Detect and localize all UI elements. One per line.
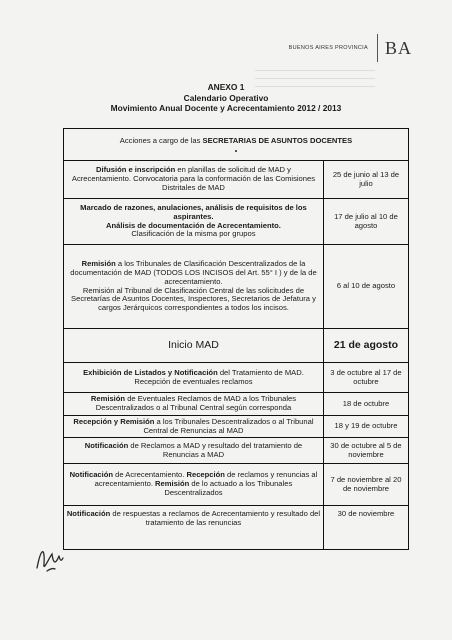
activity-bold: Recepción y Remisión <box>73 416 155 426</box>
bullet-dot <box>235 150 237 152</box>
brand-divider <box>377 34 378 62</box>
date-cell: 6 al 10 de agosto <box>323 245 408 329</box>
activity-bold: Remisión <box>81 259 116 269</box>
brand-text: BUENOS AIRES PROVINCIA <box>288 45 368 51</box>
activity-text: a los Tribunales Descentralizados o al Tribunal Central de Renuncias al MAD <box>143 416 314 435</box>
activity-text: de Reclamos a MAD y resultado del tratamiento de Renuncias a MAD <box>128 440 303 459</box>
activity-bold: Notificación <box>69 470 114 480</box>
activity-text-3: de lo actuado a los Tribunales Descentralizados <box>164 479 293 497</box>
activity-cell <box>64 393 324 416</box>
activity-bold: Notificación <box>84 440 129 450</box>
activity-cell <box>64 363 324 393</box>
date-cell: 25 de junio al 13 de julio <box>323 161 408 199</box>
table-row <box>64 161 409 199</box>
activity-cell <box>64 416 324 438</box>
activity-text: de Acrecentamiento. <box>113 470 187 480</box>
activity-cell <box>64 464 324 506</box>
activity-text: de respuestas a reclamos de Acrecentamiento y resultado del tratamiento de las renuncias <box>110 509 321 527</box>
handwritten-signature <box>33 538 73 578</box>
activity-bold: Exhibición de Listados y Notificación <box>83 367 218 377</box>
brand-logo: BA <box>384 37 412 58</box>
activity-text: del Tratamiento de MAD. Recepción de eventuales reclamos <box>134 367 304 386</box>
table-row <box>64 393 409 416</box>
activity-bold: Notificación <box>66 509 111 518</box>
table-header-row <box>64 129 409 161</box>
calendar-table <box>63 128 409 550</box>
table-row <box>64 363 409 393</box>
activity-bold: Remisión <box>90 394 126 404</box>
activity-cell <box>64 161 324 199</box>
date-cell: 18 de octubre <box>323 393 408 416</box>
date-cell: 30 de octubre al 5 de noviembre <box>323 438 408 464</box>
table-row <box>64 438 409 464</box>
date-cell: 18 y 19 de octubre <box>323 416 408 438</box>
inicio-label: Inicio MAD <box>64 329 324 363</box>
activity-bold-3: Remisión <box>155 479 190 489</box>
header-plain: Acciones a cargo de las <box>119 136 203 146</box>
table-row <box>64 199 409 245</box>
activity-cell <box>64 199 324 245</box>
annex-title: ANEXO 1 <box>207 82 245 92</box>
activity-bold: Difusión e inscripción <box>95 165 176 175</box>
activity-text: en planillas de solicitud de MAD y Acrecentamiento. Convocatoria para la conformación de las Comisiones Distritales de MAD <box>71 165 316 192</box>
calendar-subtitle: Calendario Operativo <box>183 92 269 103</box>
activity-text: de Eventuales Reclamos de MAD a los Tribunales Descentralizados o al Tribunal Central según corresponda <box>95 394 297 412</box>
letterhead <box>289 34 412 62</box>
table-row <box>64 506 409 550</box>
activity-bold: Marcado de razones, anulaciones, análisis de requisitos de los aspirantes. <box>80 202 307 221</box>
date-cell: 3 de octubre al 17 de octubre <box>323 363 408 393</box>
header-bold: SECRETARIAS DE ASUNTOS DOCENTES <box>202 136 353 146</box>
activity-bold-2: Análisis de documentación de Acrecentamiento. <box>106 220 281 230</box>
activity-text-2: de reclamos y renuncias al acrecentamiento. <box>94 470 318 489</box>
date-cell: 30 de noviembre <box>323 506 408 550</box>
activity-cell <box>64 506 324 550</box>
inicio-date: 21 de agosto <box>323 329 408 363</box>
document-heading <box>0 82 452 114</box>
movement-title: Movimiento Anual Docente y Acrecentamiento 2012 / 2013 <box>110 103 342 113</box>
table-header <box>64 129 409 161</box>
activity-cell <box>64 245 324 329</box>
activity-text: a los Tribunales de Clasificación Descentralizados de la documentación de MAD (TODOS LOS INCISOS del Art. 55° I ) y de la de acrecentamiento. <box>70 259 317 286</box>
table-row <box>64 245 409 329</box>
date-cell: 17 de julio al 10 de agosto <box>323 199 408 245</box>
date-cell: 7 de noviembre al 20 de noviembre <box>323 464 408 506</box>
activity-text: Clasificación de la misma por grupos <box>131 229 256 239</box>
activity-bold-2: Recepción <box>186 470 225 480</box>
table-row <box>64 464 409 506</box>
table-row <box>64 416 409 438</box>
table-row-inicio <box>64 329 409 363</box>
activity-text-2: Remisión al Tribunal de Clasificación Central de las solicitudes de Secretarías de Asuntos Docentes, Inspectores, Secretarios de Jefatura y cargos Jerárquicos correspondientes a todos los incisos. <box>71 285 316 313</box>
activity-cell <box>64 438 324 464</box>
